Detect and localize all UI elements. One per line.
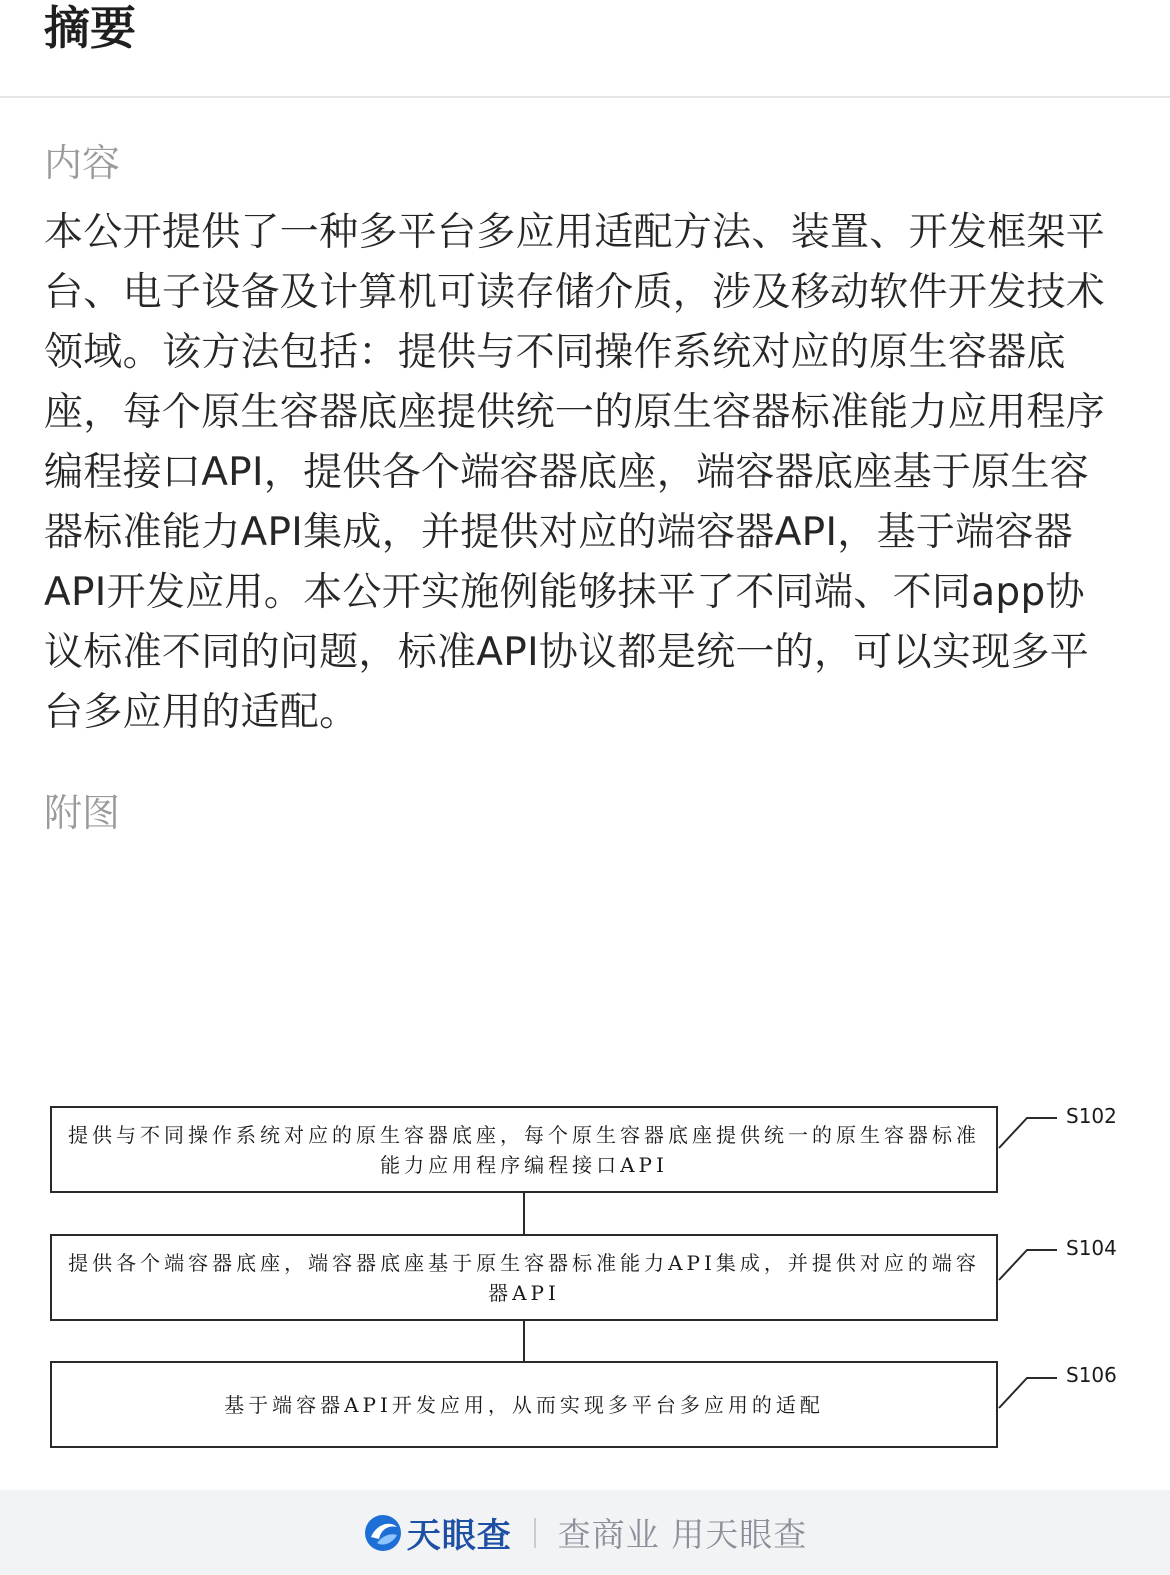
content-section-label: 内容 (44, 141, 121, 185)
footer-divider (534, 1518, 536, 1548)
brand-name: 天眼查 (406, 1516, 512, 1556)
leader-line-s106 (999, 1378, 1057, 1408)
step-id-label: S106 (1066, 1363, 1117, 1387)
flowchart-step-box (50, 1234, 998, 1321)
flowchart-figure (0, 1090, 1170, 1470)
step-text: 提供与不同操作系统对应的原生容器底座，每个原生容器底座提供统一的原生容器标准能力应用程序编程接口API (68, 1122, 980, 1177)
step-id-label: S104 (1066, 1236, 1117, 1260)
leader-line-s102 (999, 1118, 1057, 1148)
footer-banner[interactable] (0, 1490, 1170, 1575)
page-title: 摘要 (44, 1, 136, 55)
page-header (0, 0, 1170, 98)
tianyancha-logo-icon (363, 1513, 403, 1553)
flow-connector (523, 1193, 525, 1234)
abstract-text: 本公开提供了一种多平台多应用适配方法、装置、开发框架平台、电子设备及计算机可读存储介质，涉及移动软件开发技术领域。该方法包括：提供与不同操作系统对应的原生容器底座，每个原生容器底座提供统一的原生容器标准能力应用程序编程接口API，提供各个端容器底座，端容器底座基于原生容器标准能力API集成，并提供对应的端容器API，基于端容器API开发应用。本公开实施例能够抹平了不同端、不同app协议标准不同的问题，标准API协议都是统一的，可以实现多平台多应用的适配。 (44, 210, 1106, 735)
flowchart-step-box (50, 1361, 998, 1448)
leader-line-s104 (999, 1250, 1057, 1280)
brand (363, 1508, 512, 1557)
step-text: 提供各个端容器底座，端容器底座基于原生容器标准能力API集成，并提供对应的端容器API (68, 1250, 980, 1305)
flowchart-step-box (50, 1106, 998, 1193)
figure-section-label: 附图 (44, 791, 121, 835)
step-id-label: S102 (1066, 1104, 1117, 1128)
footer-slogan: 查商业 用天眼查 (557, 1515, 808, 1554)
step-text: 基于端容器API开发应用，从而实现多平台多应用的适配 (224, 1392, 824, 1417)
flow-connector (523, 1321, 525, 1361)
step-label-leaders (995, 1090, 1065, 1470)
